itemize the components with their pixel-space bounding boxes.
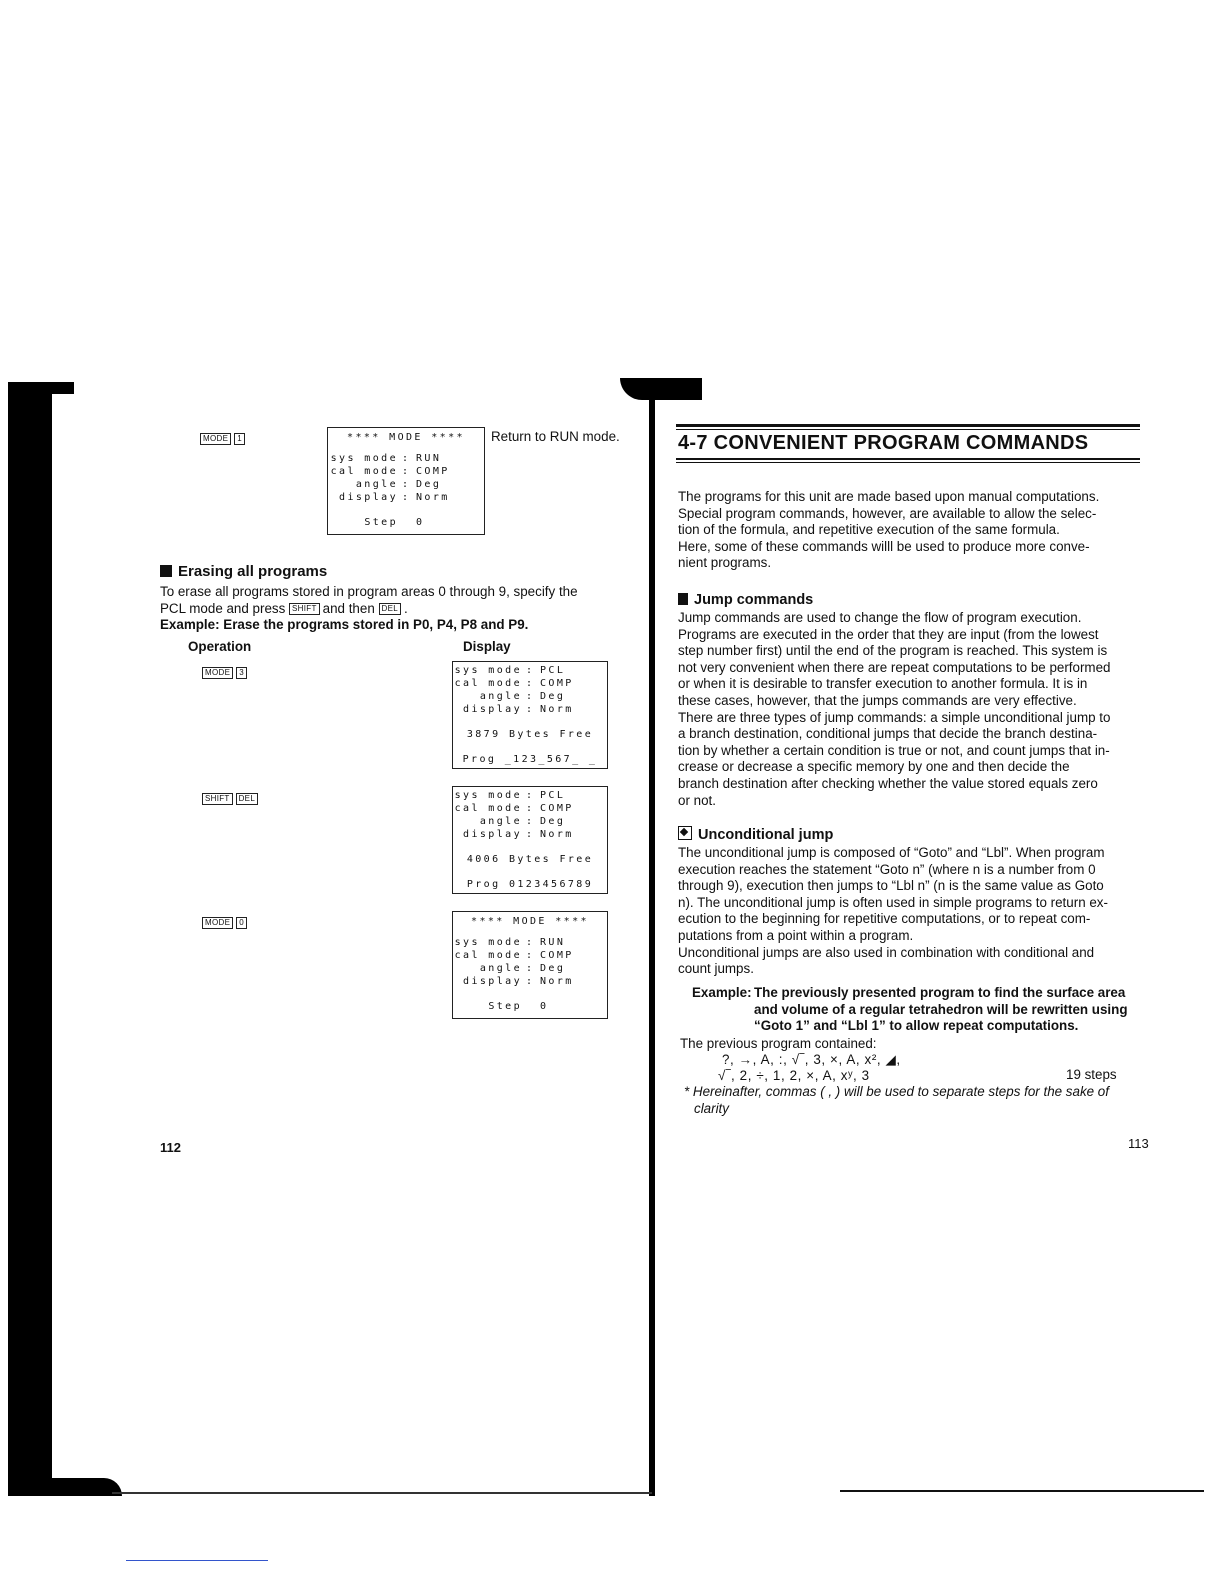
text-line: step number first) until the end of the program is reached. This system is bbox=[678, 643, 1108, 659]
steps-count: 19 steps bbox=[1066, 1067, 1117, 1082]
text-line: and volume of a regular tetrahedron will be rewritten using bbox=[754, 1001, 1128, 1017]
key-mode: MODE bbox=[202, 667, 233, 679]
text-line: There are three types of jump commands: a simple unconditional jump to bbox=[678, 709, 1111, 725]
key-3: 3 bbox=[236, 667, 247, 679]
page-gutter bbox=[649, 386, 655, 1496]
key-sequence-step2 bbox=[202, 790, 261, 808]
lcd-label: sys mode bbox=[454, 665, 522, 676]
lcd-value: Deg bbox=[416, 479, 442, 490]
lcd-value: Norm bbox=[540, 976, 574, 987]
title-rule-bottom-thin bbox=[676, 462, 1140, 463]
binding-shadow-left bbox=[8, 382, 52, 1496]
lcd-value: COMP bbox=[540, 803, 574, 814]
lcd-bytes-free: 3879 Bytes Free bbox=[466, 729, 594, 740]
key-sequence-step0 bbox=[200, 430, 248, 448]
step0-note: Return to RUN mode. bbox=[491, 429, 620, 444]
lcd-label: angle bbox=[479, 691, 522, 702]
intro-line: To erase all programs stored in program areas 0 through 9, specify the bbox=[160, 584, 578, 599]
key-0: 0 bbox=[236, 917, 247, 929]
lcd-label: sys mode bbox=[454, 790, 522, 801]
text-line: crease or decrease a specific memory by one and then decide the bbox=[678, 759, 1070, 775]
page-bottom-edge-left bbox=[112, 1492, 652, 1494]
footnote bbox=[684, 1084, 1152, 1117]
column-display: Display bbox=[463, 639, 511, 654]
lcd-value: PCL bbox=[540, 790, 566, 801]
lcd-value: Deg bbox=[540, 691, 566, 702]
lcd-label: display bbox=[339, 492, 398, 503]
text-line: n). The unconditional jump is often used in simple programs to return ex- bbox=[678, 894, 1108, 910]
lcd-value: RUN bbox=[416, 453, 442, 464]
black-square-icon bbox=[678, 593, 688, 605]
unconditional-paragraph bbox=[678, 845, 1146, 978]
key-shift: SHIFT bbox=[289, 603, 320, 615]
lcd-bytes-free: 4006 Bytes Free bbox=[466, 854, 594, 865]
lcd-display-step3: **** MODE **** sys mode : RUN cal mode : COMP angle : Deg display : Norm Step 0 bbox=[452, 911, 608, 1019]
lcd-value: COMP bbox=[540, 950, 574, 961]
page-number-right: 113 bbox=[1128, 1136, 1149, 1151]
black-square-icon bbox=[160, 565, 172, 577]
page-bottom-edge-right bbox=[840, 1490, 1204, 1492]
key-mode: MODE bbox=[202, 917, 233, 929]
lcd-label: display bbox=[463, 829, 522, 840]
lcd-prog-status: Prog _123_567_ _ bbox=[462, 754, 598, 765]
section-heading-erasing bbox=[160, 563, 327, 580]
section-title: Erasing all programs bbox=[178, 563, 328, 580]
key-shift: SHIFT bbox=[202, 793, 233, 805]
lcd-step-value: 0 bbox=[540, 1001, 549, 1012]
lcd-value: RUN bbox=[540, 937, 566, 948]
intro-paragraph-right bbox=[678, 489, 1144, 572]
text-line: clarity bbox=[694, 1100, 729, 1116]
text-line: not very convenient when there are repeat computations to be performed bbox=[678, 659, 1111, 675]
key-sequence-step1 bbox=[202, 664, 250, 682]
lcd-label: cal mode bbox=[454, 803, 522, 814]
text-line: or when it is desirable to transfer execution to another formula. It is in bbox=[678, 676, 1088, 692]
title-rule-top-thin bbox=[676, 429, 1140, 430]
text-line: * Hereinafter, commas ( , ) will be used to separate steps for the sake of bbox=[684, 1084, 1109, 1099]
key-1: 1 bbox=[234, 433, 245, 445]
lcd-step-value: 0 bbox=[416, 517, 425, 528]
text-line: ecution to the beginning for repetitive computations, or to repeat com- bbox=[678, 911, 1091, 927]
unconditional-title: Unconditional jump bbox=[698, 827, 834, 843]
lcd-value: Norm bbox=[540, 829, 574, 840]
lcd-label: display bbox=[463, 976, 522, 987]
chapter-title: 4-7 CONVENIENT PROGRAM COMMANDS bbox=[678, 432, 1089, 454]
text-line: “Goto 1” and “Lbl 1” to allow repeat computations. bbox=[754, 1018, 1079, 1034]
text-line: these cases, however, that the jumps commands are very effective. bbox=[678, 692, 1077, 708]
lcd-header: **** MODE **** bbox=[471, 916, 589, 927]
key-sequence-step3 bbox=[202, 914, 250, 932]
text-line: nient programs. bbox=[678, 555, 772, 571]
intro-line-2: PCL mode and press SHIFT and then DEL . bbox=[160, 600, 408, 616]
program-line-2: √‾, 2, ÷, 1, 2, ×, A, xʸ, 3 bbox=[718, 1068, 870, 1083]
lcd-display-step2: sys mode : PCL cal mode : COMP angle : Deg display : Norm 4006 Bytes Free Prog 0123456789 bbox=[452, 786, 608, 894]
lcd-label: angle bbox=[479, 963, 522, 974]
jump-paragraph bbox=[678, 610, 1146, 809]
lcd-display-step1: sys mode : PCL cal mode : COMP angle : Deg display : Norm 3879 Bytes Free Prog _123_567_ _ bbox=[452, 661, 608, 769]
title-rule-bottom bbox=[676, 458, 1140, 460]
jump-title: Jump commands bbox=[694, 592, 814, 608]
example-line: Example: Erase the programs stored in P0, P4, P8 and P9. bbox=[160, 617, 529, 632]
binding-shadow-notch bbox=[40, 382, 74, 394]
lcd-step-label: Step bbox=[488, 1001, 522, 1012]
text-line: Jump commands are used to change the flow of program execution. bbox=[678, 610, 1082, 625]
lcd-step-label: Step bbox=[364, 517, 398, 528]
program-line-1: ?, →, A, :, √‾, 3, ×, A, x², ◢, bbox=[722, 1052, 901, 1067]
diamond-icon bbox=[678, 826, 692, 840]
text-line: putations from a point within a program. bbox=[678, 927, 914, 943]
text-line: Special program commands, however, are available to allow the selec- bbox=[678, 505, 1097, 521]
example-text bbox=[754, 985, 1150, 1035]
text-line: execution reaches the statement “Goto n” (where n is a number from 0 bbox=[678, 861, 1096, 877]
text-line: count jumps. bbox=[678, 961, 754, 977]
column-operation: Operation bbox=[188, 639, 252, 654]
lcd-value: Norm bbox=[540, 704, 574, 715]
lcd-label: sys mode bbox=[330, 453, 398, 464]
page-number-left: 112 bbox=[160, 1140, 181, 1155]
text-line: Here, some of these commands willl be used to produce more conve- bbox=[678, 538, 1090, 554]
lcd-label: angle bbox=[479, 816, 522, 827]
gutter-shadow-top bbox=[620, 378, 702, 400]
lcd-prog-status: Prog 0123456789 bbox=[466, 879, 594, 890]
text-line: a branch destination, conditional jumps that decide the branch destina- bbox=[678, 726, 1098, 742]
lcd-value: Norm bbox=[416, 492, 450, 503]
title-rule-top bbox=[676, 424, 1140, 427]
text-line: The unconditional jump is composed of “Goto” and “Lbl”. When program bbox=[678, 845, 1105, 860]
jump-heading bbox=[678, 592, 813, 608]
lcd-label: cal mode bbox=[454, 678, 522, 689]
text-line: Programs are executed in the order that they are input (from the lowest bbox=[678, 626, 1099, 642]
lcd-label: angle bbox=[355, 479, 398, 490]
lcd-header: **** MODE **** bbox=[347, 432, 465, 443]
lcd-value: PCL bbox=[540, 665, 566, 676]
unconditional-heading bbox=[678, 826, 833, 843]
text-line: The previously presented program to find the surface area bbox=[754, 985, 1126, 1000]
lcd-value: Deg bbox=[540, 816, 566, 827]
key-del: DEL bbox=[379, 603, 401, 615]
lcd-value: COMP bbox=[540, 678, 574, 689]
text-line: tion of the formula, and repetitive execution of the same formula. bbox=[678, 522, 1060, 538]
text-line: or not. bbox=[678, 792, 716, 808]
lcd-value: Deg bbox=[540, 963, 566, 974]
lcd-display-step0: **** MODE **** sys mode : RUN cal mode : COMP angle : Deg display : Norm Step 0 bbox=[327, 427, 485, 535]
key-del: DEL bbox=[236, 793, 258, 805]
text-line: branch destination after checking whether the value stored equals zero bbox=[678, 775, 1098, 791]
text-line: tion by whether a certain condition is true or not, and count jumps that in- bbox=[678, 742, 1110, 758]
lcd-label: cal mode bbox=[330, 466, 398, 477]
text-line: The programs for this unit are made based upon manual computations. bbox=[678, 489, 1100, 504]
lcd-value: COMP bbox=[416, 466, 450, 477]
text-line: through 9), execution then jumps to “Lbl n” (n is the same value as Goto bbox=[678, 878, 1104, 894]
lcd-label: sys mode bbox=[454, 937, 522, 948]
intro-paragraph bbox=[160, 584, 630, 617]
text-line: Unconditional jumps are also used in combination with conditional and bbox=[678, 944, 1095, 960]
lcd-label: cal mode bbox=[454, 950, 522, 961]
previous-program-label: The previous program contained: bbox=[680, 1036, 877, 1051]
lcd-label: display bbox=[463, 704, 522, 715]
example-label: Example: bbox=[692, 985, 752, 1000]
scan-mark bbox=[126, 1560, 268, 1561]
key-mode: MODE bbox=[200, 433, 231, 445]
